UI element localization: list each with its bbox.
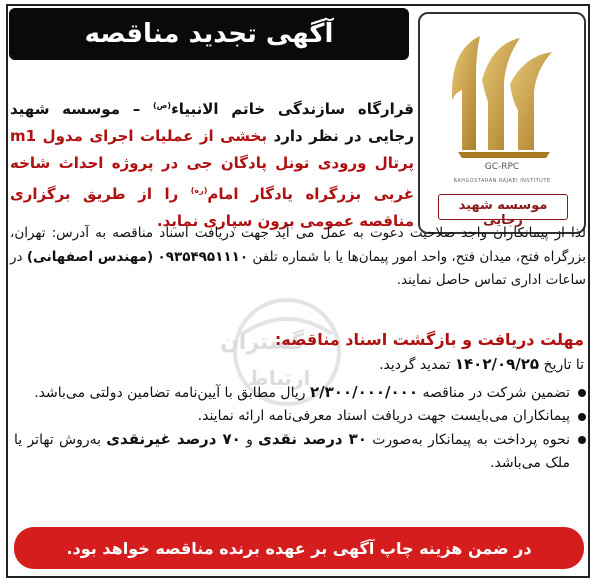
list-item <box>14 405 586 428</box>
watermark-line1: گستران <box>220 330 305 355</box>
bullet3-mid: و <box>246 432 253 448</box>
deadline-prefix: تا تاریخ <box>543 357 584 373</box>
bullet1-pre: تضمین شرکت در مناقصه <box>422 385 570 401</box>
conditions-list <box>14 381 586 475</box>
logo-code: GC-RPC <box>484 162 520 172</box>
contact-paragraph <box>10 222 586 293</box>
bullet3-post: به‌روش تهاتر یا ملک می‌باشد. <box>14 432 570 471</box>
contact-name: (مهندس اصفهانی) <box>26 248 154 265</box>
bullet3-pre: نحوه پرداخت به پیمانکار به‌صورت <box>372 432 571 448</box>
bullet3-bold1: ۳۰ درصد نقدی <box>258 430 367 448</box>
deadline-title: مهلت دریافت و بازگشت اسناد مناقصه: <box>274 330 584 349</box>
title-bar <box>9 8 409 60</box>
bullet1-amount: ۲/۳۰۰/۰۰۰/۰۰۰ <box>309 383 418 401</box>
intro-part1: قرارگاه سازندگی خاتم الانبیاء <box>171 100 414 118</box>
deadline-suffix: تمدید گردید. <box>379 357 451 373</box>
list-item <box>14 381 586 405</box>
footer-text: در ضمن هزینه چاپ آگهی بر عهده برنده مناقصه خواهد بود. <box>66 538 532 558</box>
intro-part3: را از طریق برگزاری مناقصه عمومی برون سپاری نماید. <box>10 185 414 230</box>
intro-sup2: (ره) <box>190 186 208 195</box>
bullet-icon <box>578 389 586 397</box>
contact-phone: ۰۹۳۵۴۹۵۱۱۱۰ <box>157 248 249 265</box>
logo-name: موسسه شهید رجایی <box>458 198 548 228</box>
page-title: آگهی تجدید مناقصه <box>84 19 334 49</box>
intro-sup1: (ص) <box>152 101 172 110</box>
bullet-icon <box>578 436 586 444</box>
logo <box>418 12 586 234</box>
bullet1-post: ریال مطابق با آیین‌نامه تضامین دولتی می‌باشد. <box>34 385 306 401</box>
contact-text1: لذا از پیمانکاران واجد صلاحیت دعوت به عمل می آید جهت دریافت اسناد مناقصه به آدرس: تهران، بزرگراه فتح، میدان فتح، واحد امور پیمان‌ها یا با شماره تلفن <box>10 225 586 265</box>
logo-name-box <box>438 194 568 228</box>
deadline-date: ۱۴۰۲/۰۹/۲۵ <box>454 355 540 373</box>
watermark-line2: ارتباط <box>248 366 311 390</box>
deadline-line <box>379 355 584 373</box>
contact-text2: در ساعات اداری تماس حاصل نمایند. <box>10 248 586 288</box>
intro-paragraph <box>10 92 414 235</box>
logo-emblem-icon <box>440 30 564 160</box>
bullet-icon <box>578 413 586 421</box>
intro-highlight: بخشی از عملیات اجرای مدول m1 پرتال ورودی تونل پادگان جی در پروژه احداث شاخه غربی بزرگراه یادگار امام <box>10 127 414 203</box>
bullet3-bold2: ۷۰ درصد غیرنقدی <box>106 430 241 448</box>
bullet2-text: پیمانکاران می‌بایست جهت دریافت اسناد معرفی‌نامه ارائه نمایند. <box>197 408 570 424</box>
footer-banner <box>14 527 584 569</box>
list-item <box>14 428 586 475</box>
logo-subtitle: RAHGOSTARAN RAJAEI INSTITUTE <box>453 178 551 184</box>
intro-part2: – موسسه شهید رجایی در نظر دارد <box>10 100 414 145</box>
